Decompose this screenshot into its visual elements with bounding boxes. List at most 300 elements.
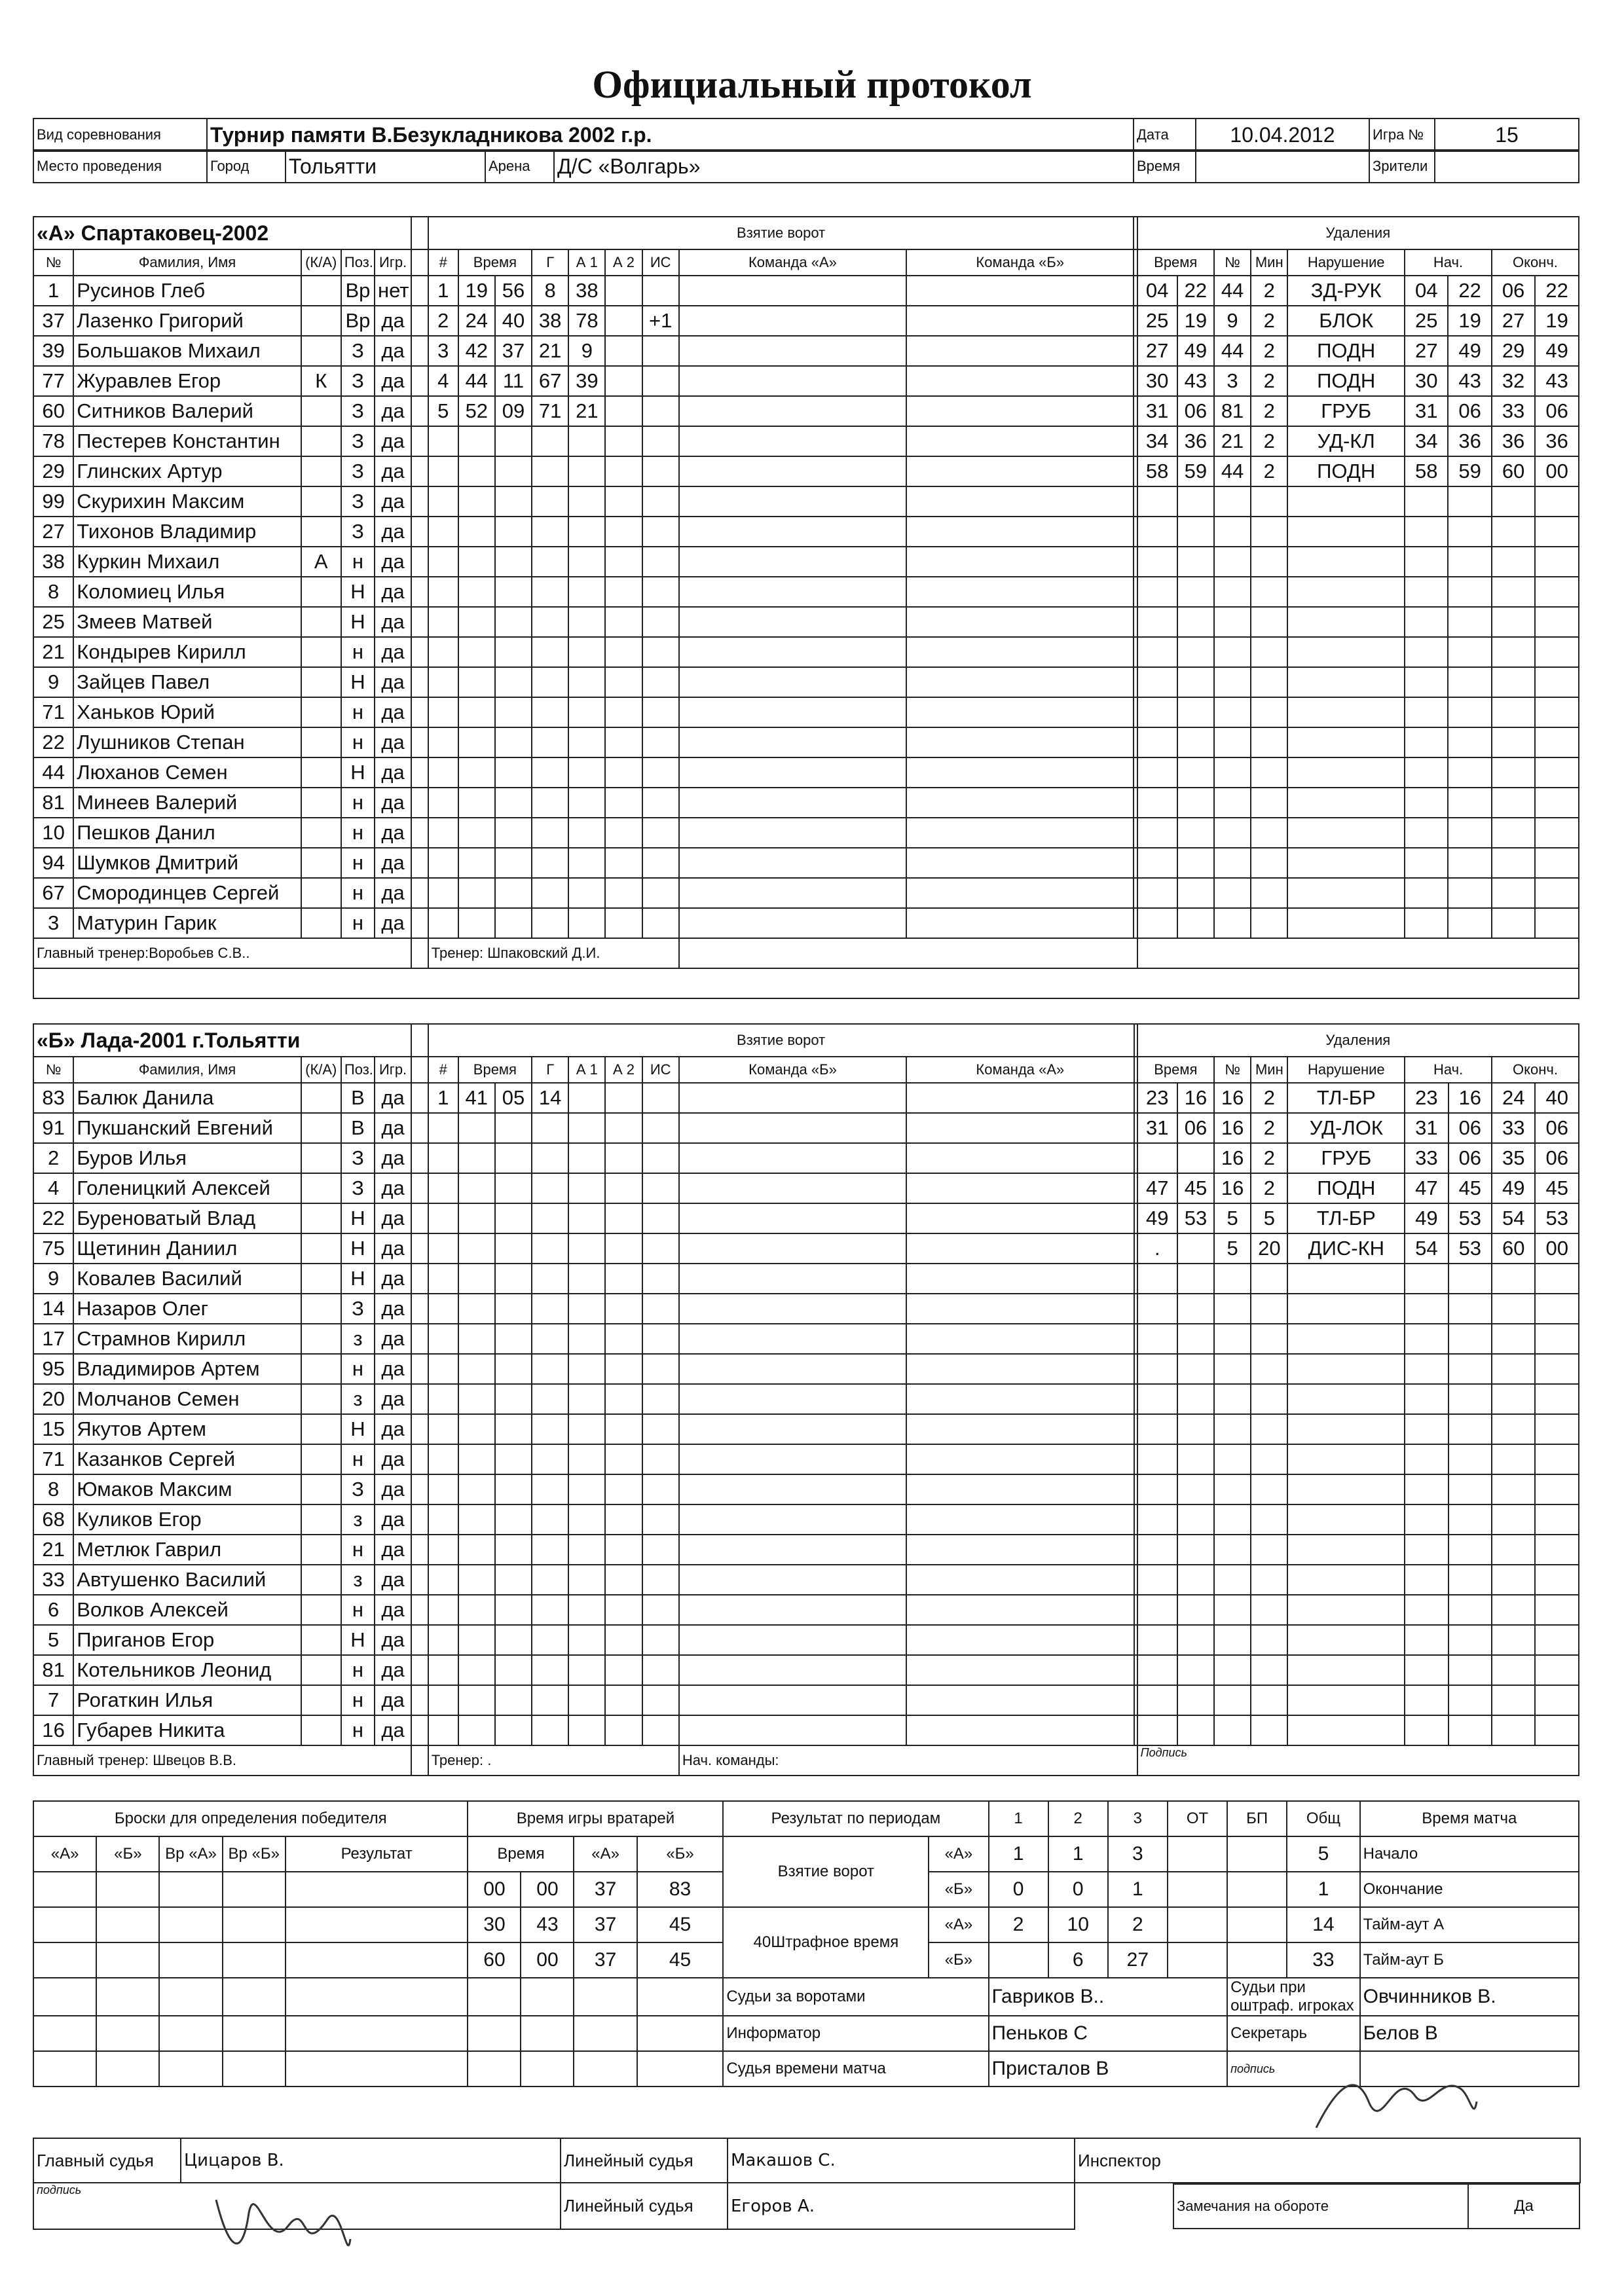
penalty-end-mm: 54 bbox=[1492, 1203, 1535, 1233]
player-name: Приганов Егор bbox=[73, 1625, 301, 1655]
goal-cell bbox=[605, 697, 642, 727]
penalty-cell bbox=[1251, 1414, 1287, 1444]
col-goal-is: ИС bbox=[642, 249, 679, 276]
goal-cell bbox=[605, 788, 642, 818]
player-played: да bbox=[375, 1233, 411, 1264]
player-position: н bbox=[341, 818, 375, 848]
penalty-cell bbox=[1214, 547, 1251, 577]
goal-cell bbox=[428, 1565, 458, 1595]
penalty-end-mm: 49 bbox=[1492, 1173, 1535, 1203]
linesman1-label: Линейный судья bbox=[561, 2138, 728, 2183]
penalty-cell bbox=[1449, 1595, 1492, 1625]
penalty-player: 16 bbox=[1214, 1173, 1251, 1203]
goal-cell bbox=[495, 637, 532, 667]
goal-situation bbox=[642, 1083, 679, 1113]
head-ref-signature-label: подпись bbox=[33, 2183, 561, 2229]
penalty-cell bbox=[1177, 848, 1214, 878]
penalty-cell bbox=[1177, 727, 1214, 757]
player-name: Ковалев Василий bbox=[73, 1264, 301, 1294]
goalie-cell bbox=[637, 1978, 724, 2016]
time-label: Время bbox=[1134, 150, 1196, 183]
penalty-cell bbox=[1287, 1565, 1405, 1595]
goal-cell bbox=[642, 1595, 679, 1625]
player-role bbox=[301, 757, 341, 788]
table-row bbox=[33, 1384, 1579, 1414]
spacer-cell bbox=[411, 306, 428, 336]
penalty-player: 44 bbox=[1214, 336, 1251, 366]
spacer bbox=[1075, 2183, 1173, 2229]
goal-scorer: 71 bbox=[532, 396, 568, 426]
goal-cell bbox=[495, 1233, 532, 1264]
team-first-cell bbox=[679, 1203, 906, 1233]
goal-assist2 bbox=[605, 336, 642, 366]
table-row bbox=[33, 396, 1579, 426]
goal-cell bbox=[495, 456, 532, 486]
pim-a-ot bbox=[1168, 1907, 1227, 1942]
head-ref-signature-scribble bbox=[210, 2174, 354, 2272]
penalty-time-mm: 23 bbox=[1137, 1083, 1177, 1113]
player-role bbox=[301, 607, 341, 637]
team-second-cell bbox=[906, 1685, 1134, 1715]
player-name: Владимиров Артем bbox=[73, 1354, 301, 1384]
arena-value: Д/С «Волгарь» bbox=[554, 150, 1134, 183]
goal-cell bbox=[605, 426, 642, 456]
player-position: Н bbox=[341, 1414, 375, 1444]
penalty-cell bbox=[1214, 697, 1251, 727]
team-second-cell bbox=[906, 336, 1134, 366]
team-a-roster bbox=[33, 216, 1579, 999]
match-time-title: Время матча bbox=[1360, 1801, 1579, 1836]
player-number: 21 bbox=[33, 637, 73, 667]
player-position: н bbox=[341, 848, 375, 878]
player-number: 17 bbox=[33, 1324, 73, 1354]
player-played: да bbox=[375, 788, 411, 818]
table-row bbox=[33, 547, 1579, 577]
penalty-cell bbox=[1137, 848, 1177, 878]
goal-cell bbox=[458, 1294, 495, 1324]
penalty-cell bbox=[1137, 1535, 1177, 1565]
goal-cell bbox=[532, 607, 568, 637]
goals-b-bp bbox=[1227, 1872, 1287, 1907]
linesman2-value: Егоров А. bbox=[728, 2183, 1075, 2229]
player-number: 29 bbox=[33, 456, 73, 486]
spacer-cell bbox=[411, 1354, 428, 1384]
goalie-col-time: Время bbox=[468, 1836, 574, 1872]
penalty-cell bbox=[1214, 1504, 1251, 1535]
spacer-cell bbox=[411, 697, 428, 727]
goal-cell bbox=[605, 1324, 642, 1354]
team-second-cell bbox=[906, 1324, 1134, 1354]
goal-cell bbox=[458, 1685, 495, 1715]
team-first-cell bbox=[679, 1595, 906, 1625]
team-second-cell bbox=[906, 1414, 1134, 1444]
table-row bbox=[33, 607, 1579, 637]
table-row bbox=[33, 1113, 1579, 1143]
player-role bbox=[301, 1414, 341, 1444]
team-first-cell bbox=[679, 396, 906, 426]
team-second-cell bbox=[906, 607, 1134, 637]
penalty-cell bbox=[1251, 878, 1287, 908]
goal-cell bbox=[532, 1685, 568, 1715]
player-played: да bbox=[375, 607, 411, 637]
goal-assist1: 78 bbox=[568, 306, 605, 336]
coach: Тренер: Шпаковский Д.И. bbox=[428, 938, 679, 968]
pim-a-total: 14 bbox=[1287, 1907, 1359, 1942]
penalty-cell bbox=[1287, 1535, 1405, 1565]
penalty-minutes: 2 bbox=[1251, 1143, 1287, 1173]
team-first-cell bbox=[679, 1143, 906, 1173]
player-played: да bbox=[375, 1294, 411, 1324]
penalty-cell bbox=[1287, 577, 1405, 607]
player-number: 91 bbox=[33, 1113, 73, 1143]
header-table bbox=[33, 118, 1579, 152]
penalty-cell bbox=[1251, 1535, 1287, 1565]
penalty-cell bbox=[1535, 1474, 1579, 1504]
player-played: да bbox=[375, 306, 411, 336]
player-role bbox=[301, 276, 341, 306]
penalty-cell bbox=[1492, 1504, 1535, 1535]
penalty-time-ss: 06 bbox=[1177, 396, 1214, 426]
col-pen-min: Мин bbox=[1251, 1057, 1287, 1083]
penalty-player: 5 bbox=[1214, 1233, 1251, 1264]
player-role bbox=[301, 1324, 341, 1354]
penalty-cell bbox=[1177, 517, 1214, 547]
penalty-cell bbox=[1535, 1504, 1579, 1535]
team-title: «А» Спартаковец-2002 bbox=[33, 217, 411, 249]
goalie-cell bbox=[574, 1978, 637, 2016]
goal-cell bbox=[642, 878, 679, 908]
player-number: 15 bbox=[33, 1414, 73, 1444]
player-number: 6 bbox=[33, 1595, 73, 1625]
penalty-cell bbox=[1251, 1444, 1287, 1474]
goal-cell bbox=[642, 697, 679, 727]
player-role bbox=[301, 517, 341, 547]
goal-scorer: 38 bbox=[532, 306, 568, 336]
player-played: да bbox=[375, 637, 411, 667]
penalty-cell bbox=[1287, 878, 1405, 908]
team-first-cell bbox=[679, 1113, 906, 1143]
goal-cell bbox=[568, 1625, 605, 1655]
penalty-cell bbox=[1287, 1354, 1405, 1384]
player-position: н bbox=[341, 547, 375, 577]
penalty-cell bbox=[1177, 1535, 1214, 1565]
player-played: да bbox=[375, 1414, 411, 1444]
player-played: да bbox=[375, 396, 411, 426]
goals-section-label: Взятие ворот bbox=[428, 1024, 1134, 1057]
penalty-cell bbox=[1287, 757, 1405, 788]
goal-cell bbox=[532, 1113, 568, 1143]
player-position: н bbox=[341, 1595, 375, 1625]
penalty-cell bbox=[1405, 1414, 1448, 1444]
goal-cell bbox=[495, 1715, 532, 1745]
spacer-cell bbox=[411, 1474, 428, 1504]
pim-a-p2: 10 bbox=[1048, 1907, 1108, 1942]
player-number: 20 bbox=[33, 1384, 73, 1414]
penalty-cell bbox=[1251, 517, 1287, 547]
penalty-time-ss: 16 bbox=[1177, 1083, 1214, 1113]
team-second-cell bbox=[906, 1504, 1134, 1535]
goal-cell bbox=[642, 637, 679, 667]
goalie-row3-b: 45 bbox=[637, 1942, 724, 1978]
goal-cell bbox=[428, 1264, 458, 1294]
penalty-cell bbox=[1449, 1535, 1492, 1565]
goal-assist2 bbox=[605, 1083, 642, 1113]
goal-cell bbox=[458, 1173, 495, 1203]
shootout-cell bbox=[96, 1942, 159, 1978]
team-second-cell bbox=[906, 878, 1134, 908]
penalty-cell bbox=[1448, 486, 1491, 517]
team-b-roster bbox=[33, 1023, 1579, 1776]
penalty-cell bbox=[1448, 607, 1491, 637]
penalties-section-label: Удаления bbox=[1137, 217, 1579, 249]
penalty-minutes: 2 bbox=[1251, 426, 1287, 456]
player-name: Страмнов Кирилл bbox=[73, 1324, 301, 1354]
player-name: Пукшанский Евгений bbox=[73, 1113, 301, 1143]
goal-cell bbox=[532, 1715, 568, 1745]
player-name: Смородинцев Сергей bbox=[73, 878, 301, 908]
shootout-cell bbox=[33, 2051, 96, 2086]
goals-a-total: 5 bbox=[1287, 1836, 1359, 1872]
penalty-cell bbox=[1448, 878, 1491, 908]
goal-scorer: 8 bbox=[532, 276, 568, 306]
goal-cell bbox=[568, 727, 605, 757]
player-position: з bbox=[341, 1384, 375, 1414]
penalty-start-ss: 06 bbox=[1448, 396, 1491, 426]
penalty-time-ss: 53 bbox=[1177, 1203, 1214, 1233]
goal-cell bbox=[605, 818, 642, 848]
player-role bbox=[301, 1444, 341, 1474]
player-played: да bbox=[375, 577, 411, 607]
player-position: З bbox=[341, 456, 375, 486]
player-name: Журавлев Егор bbox=[73, 366, 301, 396]
penalty-violation: УД-ЛОК bbox=[1287, 1113, 1405, 1143]
team-second-cell bbox=[906, 366, 1134, 396]
goal-cell bbox=[568, 456, 605, 486]
team-second-cell bbox=[906, 1354, 1134, 1384]
goal-cell bbox=[428, 1324, 458, 1354]
goal-cell bbox=[568, 848, 605, 878]
spacer-cell bbox=[411, 517, 428, 547]
penalty-cell bbox=[1214, 1625, 1251, 1655]
table-row bbox=[33, 908, 1579, 938]
penalty-cell bbox=[1535, 848, 1579, 878]
goal-cell bbox=[495, 1294, 532, 1324]
player-number: 75 bbox=[33, 1233, 73, 1264]
player-role bbox=[301, 727, 341, 757]
player-position: з bbox=[341, 1324, 375, 1354]
penalty-cell bbox=[1137, 1384, 1177, 1414]
team-first-cell bbox=[679, 1294, 906, 1324]
player-role bbox=[301, 878, 341, 908]
goal-cell bbox=[495, 426, 532, 456]
goal-cell bbox=[428, 1143, 458, 1173]
spacer-cell bbox=[411, 1233, 428, 1264]
goal-cell bbox=[532, 637, 568, 667]
spacer-cell bbox=[411, 908, 428, 938]
table-row bbox=[33, 1535, 1579, 1565]
goals-b-p2: 0 bbox=[1048, 1872, 1108, 1907]
penalty-cell bbox=[1405, 1685, 1448, 1715]
goal-time-ss: 40 bbox=[495, 306, 532, 336]
penalty-start-mm: 31 bbox=[1405, 396, 1448, 426]
goal-cell bbox=[605, 1203, 642, 1233]
penalty-cell bbox=[1251, 547, 1287, 577]
goalie-cell bbox=[637, 2016, 724, 2051]
penalty-cell bbox=[1137, 1655, 1177, 1685]
player-number: 16 bbox=[33, 1715, 73, 1745]
goal-scorer: 67 bbox=[532, 366, 568, 396]
spacer-cell bbox=[411, 757, 428, 788]
goal-assist1 bbox=[568, 1083, 605, 1113]
penalty-cell bbox=[1405, 848, 1448, 878]
team-first-cell bbox=[679, 486, 906, 517]
player-played: да bbox=[375, 1444, 411, 1474]
timekeeper-label: Судья времени матча bbox=[723, 2051, 988, 2086]
penalty-cell bbox=[1449, 1625, 1492, 1655]
table-row bbox=[33, 1504, 1579, 1535]
team-second-cell bbox=[906, 757, 1134, 788]
player-number: 44 bbox=[33, 757, 73, 788]
player-role bbox=[301, 637, 341, 667]
penalty-cell bbox=[1405, 1474, 1448, 1504]
penalty-cell bbox=[1535, 1685, 1579, 1715]
penalty-cell bbox=[1449, 1384, 1492, 1414]
penalty-cell bbox=[1535, 1354, 1579, 1384]
penalty-cell bbox=[1137, 1715, 1177, 1745]
head-coach: Главный тренер: Швецов В.В. bbox=[33, 1745, 411, 1776]
penalty-time-mm: 58 bbox=[1137, 456, 1177, 486]
penalty-cell bbox=[1287, 1324, 1405, 1354]
goal-cell bbox=[642, 1203, 679, 1233]
team-second-cell bbox=[906, 1535, 1134, 1565]
player-played: да bbox=[375, 1324, 411, 1354]
goal-cell bbox=[532, 757, 568, 788]
spacer-cell bbox=[411, 1595, 428, 1625]
penalty-cell bbox=[1405, 607, 1448, 637]
table-row bbox=[33, 1233, 1579, 1264]
coach-extra-cell bbox=[1137, 938, 1579, 968]
penalty-cell bbox=[1251, 667, 1287, 697]
penalty-minutes: 2 bbox=[1251, 276, 1287, 306]
remarks-table bbox=[1173, 2183, 1580, 2229]
goals-section-label: Взятие ворот bbox=[428, 217, 1134, 249]
team-first-cell bbox=[679, 336, 906, 366]
goal-cell bbox=[495, 667, 532, 697]
periods-goals-label: Взятие ворот bbox=[723, 1836, 929, 1907]
goal-time-mm: 19 bbox=[458, 276, 495, 306]
player-number: 4 bbox=[33, 1173, 73, 1203]
penalty-end-mm: 60 bbox=[1492, 456, 1535, 486]
period-col-3: 3 bbox=[1108, 1801, 1168, 1836]
team-second-cell bbox=[906, 1715, 1134, 1745]
player-number: 7 bbox=[33, 1685, 73, 1715]
spacer-cell bbox=[411, 1083, 428, 1113]
shootout-cell bbox=[223, 2051, 286, 2086]
goal-cell bbox=[605, 1173, 642, 1203]
goalie-cell bbox=[521, 2016, 574, 2051]
player-position: Вр bbox=[341, 276, 375, 306]
player-name: Щетинин Даниил bbox=[73, 1233, 301, 1264]
penalty-cell bbox=[1535, 1444, 1579, 1474]
spacer-cell bbox=[411, 1264, 428, 1294]
player-name: Скурихин Максим bbox=[73, 486, 301, 517]
goal-cell bbox=[532, 1384, 568, 1414]
goal-cell bbox=[532, 1324, 568, 1354]
penalty-time-mm: 04 bbox=[1137, 276, 1177, 306]
penalty-cell bbox=[1405, 1535, 1448, 1565]
remarks-value: Да bbox=[1468, 2184, 1579, 2229]
penalty-cell bbox=[1137, 1504, 1177, 1535]
penalty-time-ss bbox=[1177, 1143, 1214, 1173]
team-first-cell bbox=[679, 607, 906, 637]
table-row bbox=[33, 1083, 1579, 1113]
goal-cell bbox=[605, 1504, 642, 1535]
team-first-cell bbox=[679, 1414, 906, 1444]
penalty-violation: ДИС-КН bbox=[1287, 1233, 1405, 1264]
goal-cell bbox=[568, 1233, 605, 1264]
penalty-cell bbox=[1405, 818, 1448, 848]
goal-cell bbox=[605, 878, 642, 908]
col-team-second: Команда «А» bbox=[906, 1057, 1134, 1083]
penalty-violation: ЗД-РУК bbox=[1287, 276, 1405, 306]
pim-a-bp bbox=[1227, 1907, 1287, 1942]
table-row bbox=[33, 456, 1579, 486]
goal-cell bbox=[495, 1113, 532, 1143]
table-row bbox=[33, 637, 1579, 667]
penalty-cell bbox=[1214, 727, 1251, 757]
player-role bbox=[301, 1474, 341, 1504]
penalty-cell bbox=[1177, 1414, 1214, 1444]
penalty-cell bbox=[1177, 1324, 1214, 1354]
spacer-cell bbox=[411, 788, 428, 818]
goal-time-mm: 42 bbox=[458, 336, 495, 366]
penalty-time-ss: 06 bbox=[1177, 1113, 1214, 1143]
team-second-cell bbox=[906, 1565, 1134, 1595]
player-position: З bbox=[341, 1173, 375, 1203]
penalty-cell bbox=[1214, 1384, 1251, 1414]
col-goal-hash: # bbox=[428, 1057, 458, 1083]
penalty-cell bbox=[1251, 1625, 1287, 1655]
penalty-cell bbox=[1137, 1565, 1177, 1595]
goal-cell bbox=[495, 1444, 532, 1474]
coach-signature-label: Подпись bbox=[1137, 1745, 1579, 1776]
player-played: да bbox=[375, 517, 411, 547]
team-first-cell bbox=[679, 1083, 906, 1113]
goal-cell bbox=[495, 1384, 532, 1414]
penalty-cell bbox=[1251, 1354, 1287, 1384]
penalty-violation: ПОДН bbox=[1287, 456, 1405, 486]
goal-time-mm: 44 bbox=[458, 366, 495, 396]
goal-cell bbox=[428, 908, 458, 938]
player-position: н bbox=[341, 1685, 375, 1715]
team-first-cell bbox=[679, 878, 906, 908]
penalty-violation: ТЛ-БР bbox=[1287, 1203, 1405, 1233]
goal-cell bbox=[458, 456, 495, 486]
penalty-cell bbox=[1287, 848, 1405, 878]
goal-cell bbox=[568, 1203, 605, 1233]
goal-cell bbox=[568, 1535, 605, 1565]
goal-cell bbox=[428, 547, 458, 577]
player-played: да bbox=[375, 1535, 411, 1565]
goalie-row1-ss: 00 bbox=[521, 1872, 574, 1907]
penalty-cell bbox=[1214, 1474, 1251, 1504]
penalty-cell bbox=[1448, 788, 1491, 818]
player-played: да bbox=[375, 697, 411, 727]
player-position: З bbox=[341, 396, 375, 426]
goal-number: 1 bbox=[428, 276, 458, 306]
penalty-player: 16 bbox=[1214, 1083, 1251, 1113]
penalty-start-mm: 31 bbox=[1405, 1113, 1448, 1143]
